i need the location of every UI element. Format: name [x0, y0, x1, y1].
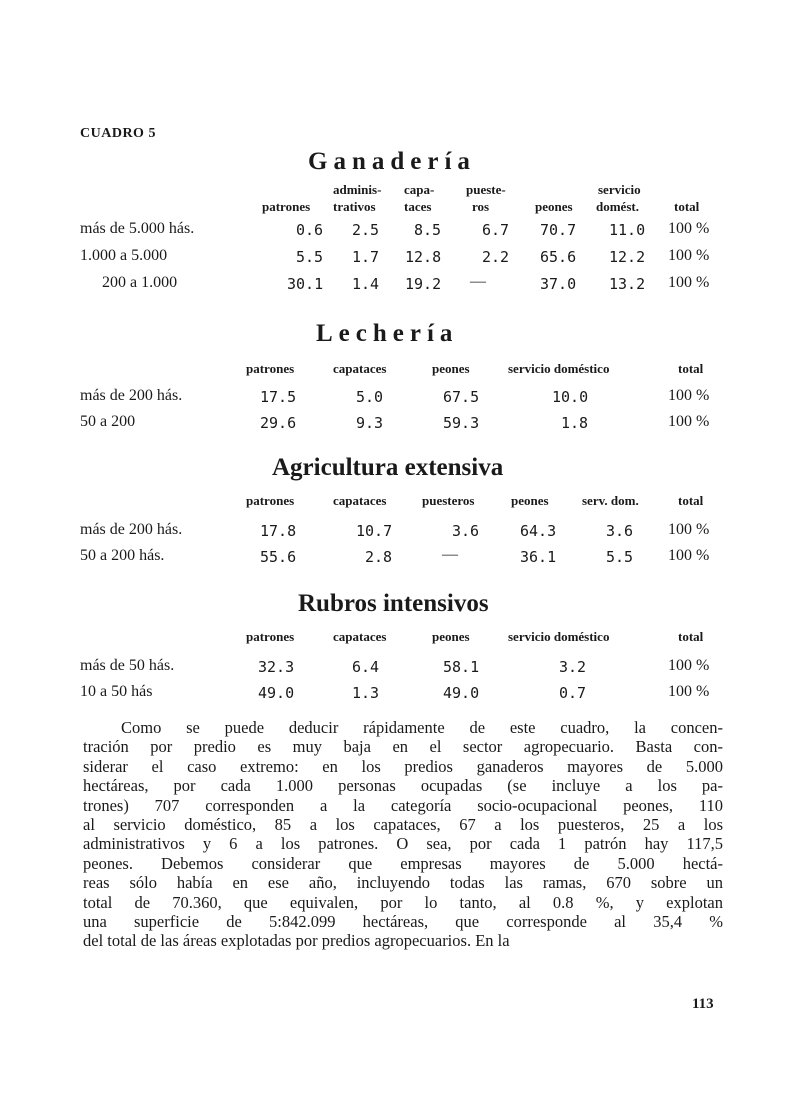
cell-value: 2.2 [482, 248, 510, 266]
cell-value: 5.0 [356, 388, 384, 406]
cell-value: 100 % [668, 521, 710, 538]
cell-value: 13.2 [609, 275, 646, 293]
column-header: servicio [598, 182, 641, 197]
cell-value: 30.1 [287, 275, 324, 293]
cell-value: 12.2 [609, 248, 646, 266]
cell-value: 12.8 [405, 248, 442, 266]
row-label: más de 200 hás. [80, 387, 183, 404]
column-header: capa- [404, 182, 435, 197]
cell-value: 3.6 [452, 522, 480, 540]
cell-value: 59.3 [443, 414, 480, 432]
paragraph-line: tración por predio es muy baja en el sector agropecuario. Basta con- [83, 737, 723, 757]
cell-value: 100 % [668, 220, 710, 237]
paragraph-line: Como se puede deducir rápidamente de este cuadro, la concen- [121, 718, 723, 737]
column-header: trativos [333, 199, 376, 214]
paragraph-line: total de 70.360, que equivalen, por lo tanto, al 0.8 %, y explotan [83, 892, 723, 912]
cell-value: 100 % [668, 413, 710, 430]
column-header: patrones [246, 493, 295, 508]
column-header: peones [535, 199, 573, 214]
column-header: ros [472, 199, 490, 214]
paragraph-line: siderar el caso extremo: en los predios ganaderos mayores de 5.000 [83, 756, 723, 776]
row-label: más de 50 hás. [80, 657, 175, 674]
cell-value: 100 % [668, 547, 710, 564]
cell-value: 70.7 [540, 221, 577, 239]
cell-value: 32.3 [258, 658, 295, 676]
row-label: 50 a 200 hás. [80, 547, 165, 564]
cell-value: 55.6 [260, 548, 297, 566]
paragraph-line: peones. Debemos considerar que empresas mayores de 5.000 hectá- [83, 853, 723, 873]
column-header: capataces [333, 493, 387, 508]
column-header: pueste- [466, 182, 506, 197]
cell-value: 29.6 [260, 414, 297, 432]
cell-value: 17.5 [260, 388, 297, 406]
cell-value: — [470, 273, 486, 290]
cell-value: 1.8 [561, 414, 589, 432]
cell-value: 0.7 [559, 684, 587, 702]
column-header: servicio doméstico [508, 361, 610, 376]
row-label: 1.000 a 5.000 [80, 247, 168, 264]
column-header: taces [404, 199, 432, 214]
cell-value: 100 % [668, 657, 710, 674]
cell-value: 58.1 [443, 658, 480, 676]
paragraph-line: trones) 707 corresponden a la categoría socio-ocupacional peones, 110 [83, 795, 723, 815]
body-paragraph [83, 718, 723, 951]
cell-value: 6.7 [482, 221, 510, 239]
cell-value: 100 % [668, 683, 710, 700]
cell-value: 65.6 [540, 248, 577, 266]
cell-value: 3.6 [606, 522, 634, 540]
paragraph-line: administrativos y 6 a los patrones. O sea, por cada 1 patrón hay 117,5 [83, 834, 723, 854]
cell-value: 10.7 [356, 522, 393, 540]
column-header: adminis- [333, 182, 382, 197]
column-header: peones [432, 361, 470, 376]
cell-value: 49.0 [443, 684, 480, 702]
cell-value: 5.5 [606, 548, 634, 566]
cell-value: 2.5 [352, 221, 380, 239]
cell-value: 100 % [668, 247, 710, 264]
cell-value: 1.4 [352, 275, 380, 293]
row-label: 50 a 200 [80, 413, 136, 430]
cell-value: 36.1 [520, 548, 557, 566]
cell-value: 5.5 [296, 248, 324, 266]
cell-value: 100 % [668, 274, 710, 291]
paragraph-line: del total de las áreas explotadas por predios agropecuarios. En la [83, 931, 510, 951]
cell-value: 2.8 [365, 548, 393, 566]
cell-value: — [442, 546, 458, 563]
section-title-lecheria: Lechería [316, 320, 459, 347]
column-header: capataces [333, 361, 387, 376]
cell-value: 1.7 [352, 248, 380, 266]
row-label: 10 a 50 hás [80, 683, 153, 700]
table-caption: CUADRO 5 [80, 126, 156, 141]
column-header: serv. dom. [582, 493, 639, 508]
cell-value: 67.5 [443, 388, 480, 406]
paragraph-line: reas sólo había en ese año, incluyendo todas las ramas, 670 sobre un [83, 873, 723, 893]
cell-value: 100 % [668, 387, 710, 404]
column-header: total [678, 493, 704, 508]
page-number: 113 [692, 996, 714, 1012]
paragraph-line: hectáreas, por cada 1.000 personas ocupadas (se incluye a los pa- [83, 776, 723, 796]
cell-value: 11.0 [609, 221, 646, 239]
paragraph-line: una superficie de 5:842.099 hectáreas, que corresponde al 35,4 % [83, 912, 723, 932]
column-header: patrones [246, 361, 295, 376]
cell-value: 1.3 [352, 684, 380, 702]
cell-value: 49.0 [258, 684, 295, 702]
column-header: total [674, 199, 700, 214]
column-header: capataces [333, 629, 387, 644]
column-header: servicio doméstico [508, 629, 610, 644]
row-label: más de 200 hás. [80, 521, 183, 538]
section-title-agricultura: Agricultura extensiva [272, 454, 504, 481]
cell-value: 0.6 [296, 221, 324, 239]
row-label: más de 5.000 hás. [80, 220, 195, 237]
column-header: puesteros [422, 493, 475, 508]
cell-value: 64.3 [520, 522, 557, 540]
cell-value: 3.2 [559, 658, 587, 676]
column-header: domést. [596, 199, 639, 214]
column-header: patrones [262, 199, 311, 214]
column-header: patrones [246, 629, 295, 644]
cell-value: 19.2 [405, 275, 442, 293]
cell-value: 17.8 [260, 522, 297, 540]
cell-value: 8.5 [414, 221, 442, 239]
cell-value: 10.0 [552, 388, 589, 406]
cell-value: 6.4 [352, 658, 380, 676]
paragraph-line: al servicio doméstico, 85 a los capataces, 67 a los puesteros, 25 a los [83, 815, 723, 835]
row-label: 200 a 1.000 [102, 274, 178, 291]
section-title-ganaderia: Ganadería [308, 148, 476, 175]
column-header: peones [432, 629, 470, 644]
column-header: total [678, 629, 704, 644]
cell-value: 37.0 [540, 275, 577, 293]
column-header: total [678, 361, 704, 376]
cell-value: 9.3 [356, 414, 384, 432]
section-title-rubros: Rubros intensivos [298, 590, 489, 617]
column-header: peones [511, 493, 549, 508]
